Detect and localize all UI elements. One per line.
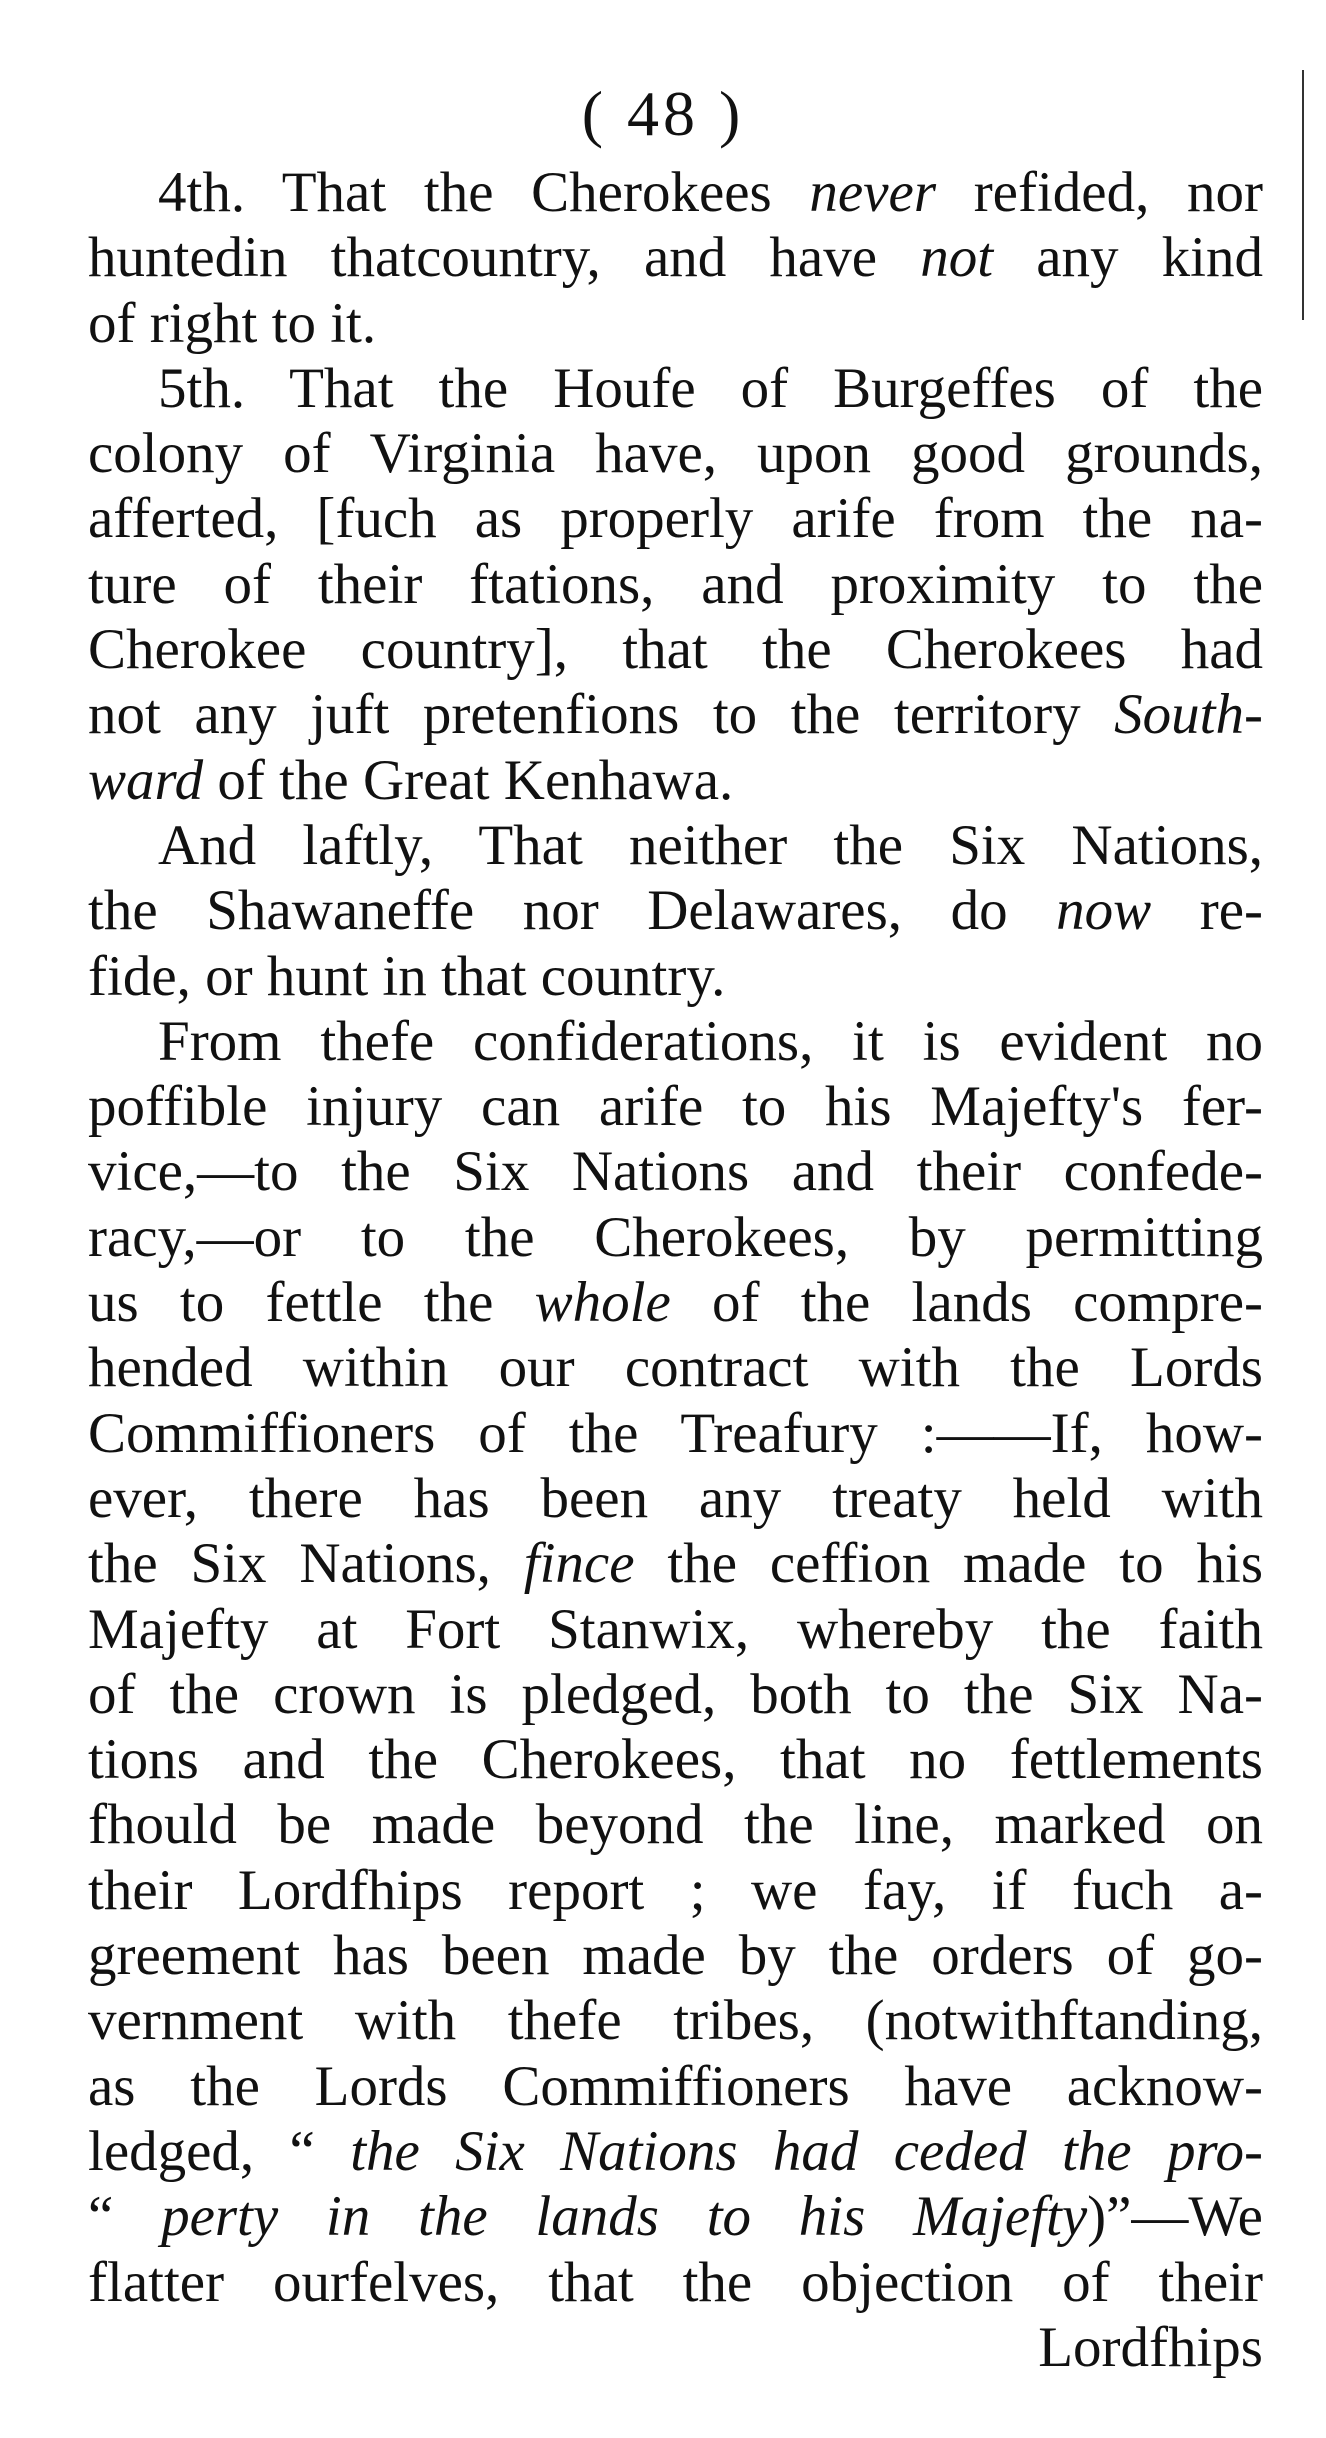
text-line: of the crown is pledged, both to the Six Na- [88, 1662, 1263, 1726]
text-line: fide, or hunt in that country. [88, 944, 726, 1008]
text-line: vice,—to the Six Nations and their confede- [88, 1140, 1263, 1204]
text-line: Commiffioners of the Treafury :——If, how- [88, 1401, 1263, 1465]
text-line: of right to it. [88, 291, 377, 355]
text-line: huntedin thatcountry, and have not any kind [88, 226, 1264, 290]
text-line: fhould be made beyond the line, marked on [88, 1793, 1263, 1857]
text-line: Majefty at Fort Stanwix, whereby the faith [88, 1597, 1263, 1661]
text-line: greement has been made by the orders of go- [88, 1924, 1263, 1988]
text-line: ward of the Great Kenhawa. [88, 748, 734, 812]
text-line: ture of their ftations, and proximity to the [88, 552, 1263, 616]
text-line: colony of Virginia have, upon good grounds, [88, 422, 1263, 486]
text-line: us to fettle the whole of the lands compre- [88, 1271, 1263, 1335]
text-line: as the Lords Commiffioners have acknow- [88, 2054, 1263, 2118]
text-line: the Shawaneffe nor Delawares, do now re- [88, 879, 1264, 943]
text-line: hended within our contract with the Lords [88, 1336, 1263, 1400]
text-line: From thefe confiderations, it is evident no [158, 1009, 1263, 1073]
text-line: Cherokee country], that the Cherokees had [88, 618, 1263, 682]
text-line: the Six Nations, fince the ceffion made to his [88, 1532, 1263, 1596]
text-line: ever, there has been any treaty held with [88, 1466, 1263, 1530]
text-line: poffible injury can arife to his Majefty's fer- [88, 1075, 1263, 1139]
text-line: 5th. That the Houfe of Burgeffes of the [158, 356, 1263, 420]
text-line: And laftly, That neither the Six Nations, [158, 813, 1263, 877]
text-line: “ perty in the lands to his Majefty)”—We [88, 2185, 1263, 2249]
text-line: tions and the Cherokees, that no fettlements [88, 1728, 1263, 1792]
text-line: not any juft pretenfions to the territory South- [88, 683, 1263, 747]
page-number: ( 48 ) [581, 78, 745, 149]
text-line: afferted, [fuch as properly arife from the na- [88, 487, 1263, 551]
text-line: 4th. That the Cherokees never refided, nor [158, 161, 1263, 224]
margin-rule [1302, 70, 1304, 320]
text-line: flatter ourfelves, that the objection of their [88, 2250, 1263, 2314]
text-line: racy,—or to the Cherokees, by permitting [88, 1205, 1263, 1269]
text-line: their Lordfhips report ; we fay, if fuch a- [88, 1858, 1263, 1922]
text-line: ledged, “ the Six Nations had ceded the pro- [88, 2119, 1264, 2183]
text-line: vernment with thefe tribes, (notwithftanding, [88, 1989, 1263, 2053]
body-text [88, 160, 1263, 2380]
text-line: Lordfhips [1038, 2315, 1263, 2379]
